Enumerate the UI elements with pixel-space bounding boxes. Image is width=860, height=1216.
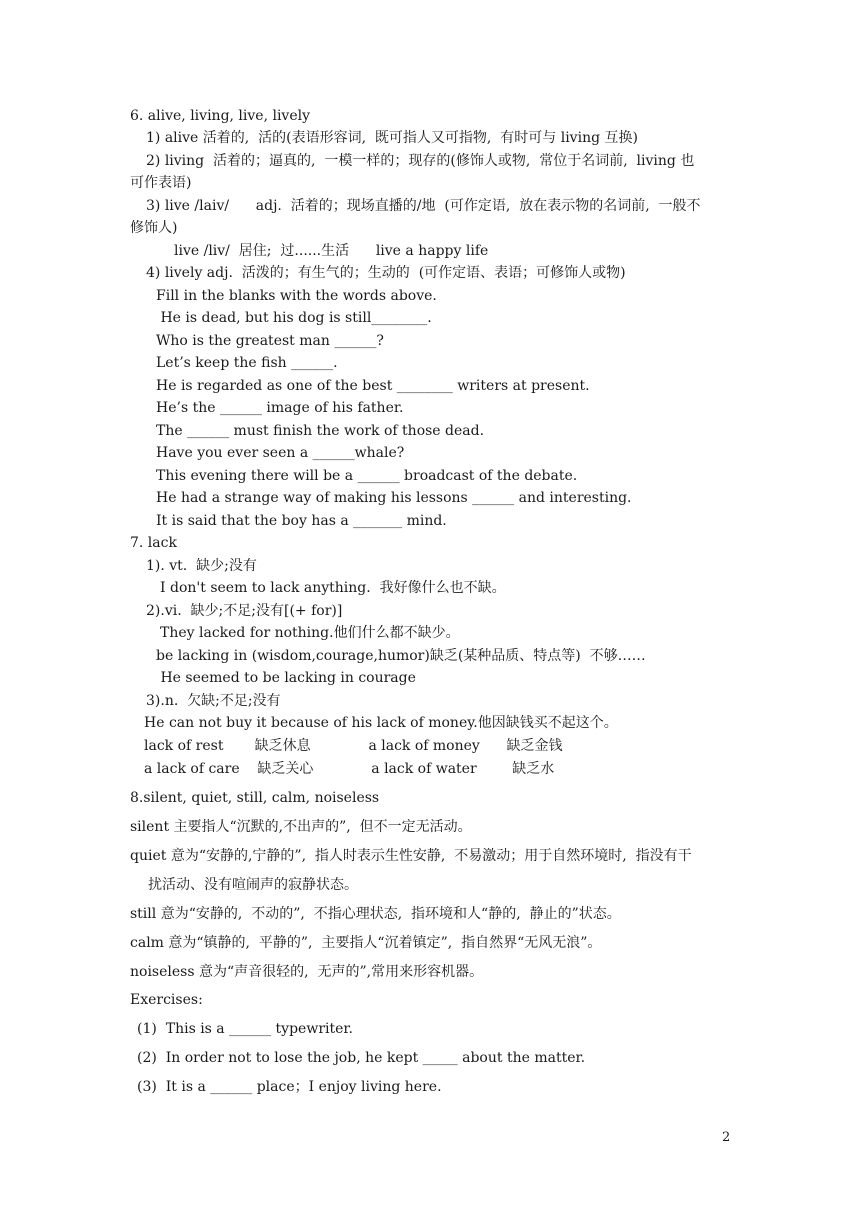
text-line: 1) alive 活着的, 活的(表语形容词, 既可指人又可指物, 有时可与 living 互换) (146, 130, 638, 146)
text-line: quiet 意为“安静的,宁静的”, 指人时表示生性安静, 不易激动；用于自然环境时, 指没有干 (130, 848, 692, 864)
text-line: Who is the greatest man ______? (156, 333, 384, 349)
text-line: 扰活动、没有喧闹声的寂静状态。 (148, 877, 358, 893)
text-line: Have you ever seen a ______whale? (156, 445, 405, 461)
text-line: live /liv/ 居住; 过......生活 live a happy life (174, 243, 489, 259)
text-line: He’s the ______ image of his father. (156, 400, 404, 416)
text-line: The ______ must finish the work of those dead. (156, 423, 485, 439)
text-line: (3) It is a ______ place；I enjoy living here. (137, 1079, 442, 1095)
text-line: I don't seem to lack anything. 我好像什么也不缺。 (160, 580, 506, 596)
text-line: Exercises: (130, 992, 203, 1008)
text-line: 3) live /laiv/ adj. 活着的；现场直播的/地 (可作定语, 放在表示物的名词前, 一般不 (146, 198, 701, 214)
text-line: 3).n. 欠缺;不足;没有 (146, 693, 281, 709)
text-line: He can not buy it because of his lack of money.他因缺钱买不起这个。 (144, 715, 618, 731)
text-line: a lack of care 缺乏关心 a lack of water 缺乏水 (144, 761, 555, 777)
text-line: (1) This is a ______ typewriter. (137, 1021, 354, 1037)
text-line: He seemed to be lacking in courage (156, 670, 416, 686)
text-line: 2) living 活着的；逼真的, 一模一样的；现存的(修饰人或物, 常位于名词前, living 也 (146, 153, 695, 169)
page-number: 2 (722, 1130, 731, 1145)
text-line: 6. alive, living, live, lively (130, 108, 311, 124)
text-line: He is dead, but his dog is still________. (156, 310, 432, 326)
text-line: be lacking in (wisdom,courage,humor)缺乏(某种品质、特点等) 不够…… (156, 648, 646, 664)
text-line: This evening there will be a ______ broadcast of the debate. (156, 468, 578, 484)
text-line: They lacked for nothing.他们什么都不缺少。 (160, 625, 460, 641)
text-line: He is regarded as one of the best ________ writers at present. (156, 378, 590, 394)
text-line: 4) lively adj. 活泼的；有生气的；生动的 (可作定语、表语；可修饰人或物) (146, 265, 626, 281)
text-line: noiseless 意为“声音很轻的, 无声的”,常用来形容机器。 (130, 964, 484, 980)
text-line: 1). vt. 缺少;没有 (146, 558, 257, 574)
text-line: He had a strange way of making his lessons ______ and interesting. (156, 490, 632, 506)
text-line: still 意为“安静的, 不动的”, 不指心理状态, 指环境和人“静的, 静止的”状态。 (130, 906, 621, 922)
text-line: 修饰人) (130, 220, 178, 236)
text-line: It is said that the boy has a _______ mind. (156, 513, 447, 529)
text-line: calm 意为“镇静的, 平静的”, 主要指人“沉着镇定”, 指自然界“无风无浪”。 (130, 935, 602, 951)
text-line: 7. lack (130, 535, 177, 551)
text-line: Fill in the blanks with the words above. (156, 288, 437, 304)
text-line: 2).vi. 缺少;不足;没有[(+ for)] (146, 603, 343, 619)
text-line: silent 主要指人“沉默的,不出声的”, 但不一定无活动。 (130, 819, 472, 835)
text-line: (2) In order not to lose the job, he kept _____ about the matter. (137, 1050, 586, 1066)
text-line: 8.silent, quiet, still, calm, noiseless (130, 790, 380, 806)
text-line: lack of rest 缺乏休息 a lack of money 缺乏金钱 (144, 738, 563, 754)
text-line: Let’s keep the fish ______. (156, 355, 338, 371)
text-line: 可作表语) (130, 175, 192, 191)
